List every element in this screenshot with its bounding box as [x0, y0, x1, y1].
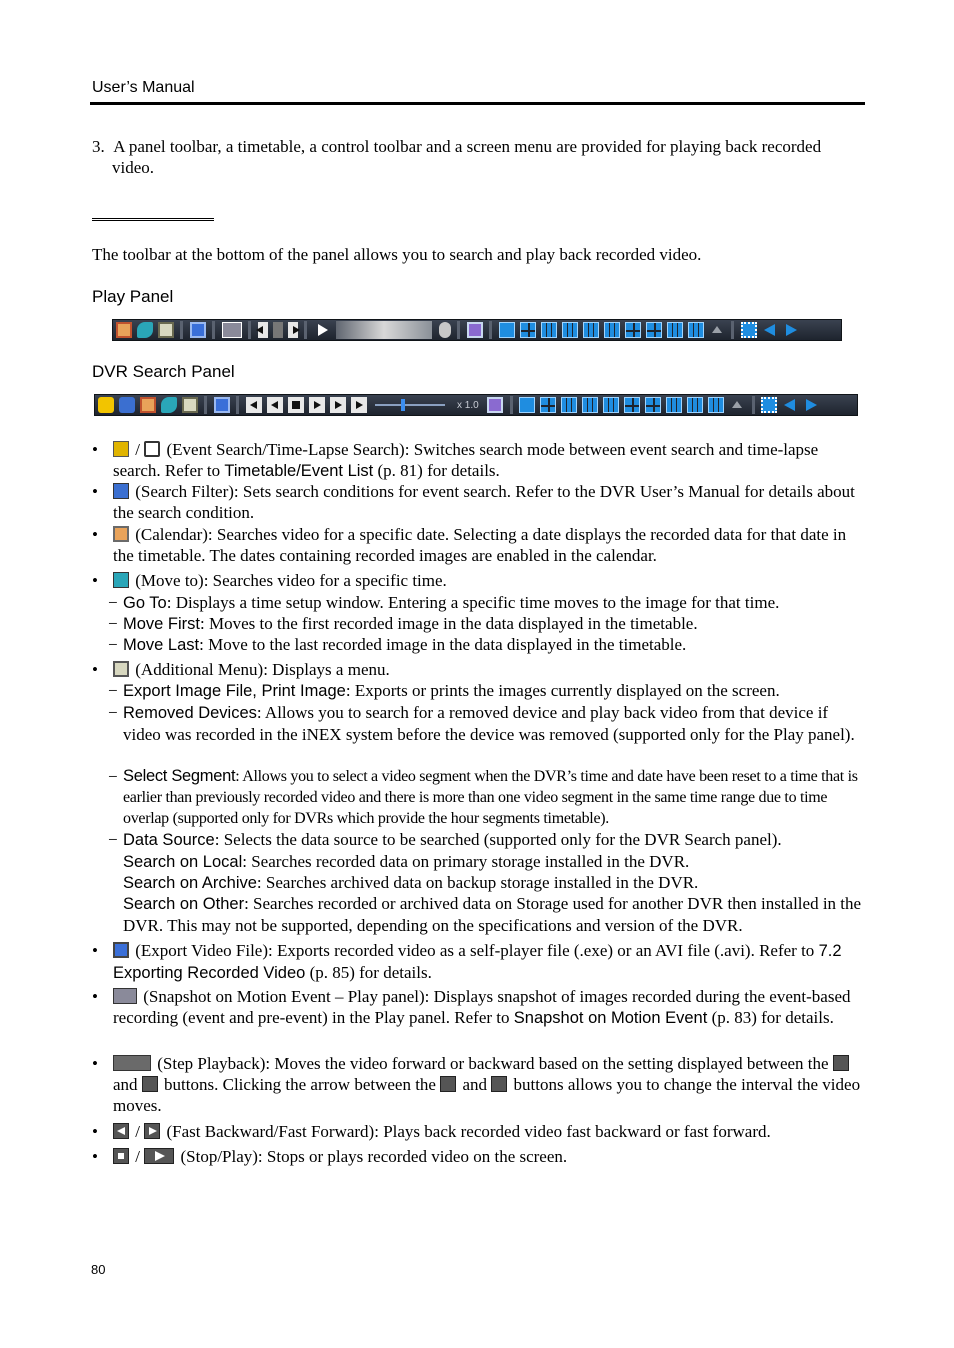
move-to-icon [113, 572, 129, 588]
event-search-icon[interactable] [98, 397, 114, 413]
dash-mark: − [108, 681, 118, 700]
step-backward-icon [440, 1076, 456, 1092]
lock-icon[interactable] [439, 322, 451, 338]
toolbar-separator [489, 321, 492, 339]
item-text: (Move to): Searches video for a specific time. [131, 571, 447, 590]
intro-paragraph: The toolbar at the bottom of the panel allows you to search and play back recorded video. [92, 245, 702, 264]
item-text: (Fast Backward/Fast Forward): Plays back recorded video fast backward or fast forward. [162, 1122, 771, 1141]
page-number: 80 [91, 1262, 106, 1277]
item-text: (p. 85) for details. [305, 963, 432, 982]
calendar-icon[interactable] [116, 322, 132, 338]
item-text: and [458, 1075, 492, 1094]
calendar-icon [113, 526, 129, 542]
bullet-mark: • [92, 987, 98, 1006]
toolbar-separator [212, 321, 215, 339]
dvr-search-panel-toolbar [94, 394, 858, 416]
item-text: : Searches archived data on backup storage installed in the DVR. [256, 873, 699, 892]
additional-menu-icon[interactable] [182, 397, 198, 413]
item-text: (Step Playback): Moves the video forward or backward based on the setting displayed between the [153, 1054, 833, 1073]
dash-mark: − [108, 767, 118, 786]
term: Search on Archive [123, 874, 257, 892]
item-text: buttons allows you to change the interval the video moves. [113, 1075, 861, 1115]
fast-backward-icon[interactable] [246, 397, 262, 413]
fast-forward-icon [144, 1123, 160, 1139]
cross-reference: 7.2 Exporting Recorded Video [113, 942, 842, 982]
snapshot-icon [113, 988, 137, 1004]
previous-group-icon[interactable] [762, 322, 778, 338]
dvr-search-panel-heading: DVR Search Panel [92, 362, 235, 381]
item-text: : Moves to the first recorded image in the data displayed in the timetable. [200, 614, 698, 633]
speed-slider[interactable] [375, 404, 445, 406]
search-filter-icon[interactable] [119, 397, 135, 413]
layout-4-icon[interactable] [540, 397, 556, 413]
bullet-mark: • [92, 440, 98, 459]
term: Search on Other [123, 895, 245, 913]
bullet-mark: • [92, 525, 98, 544]
time-lapse-icon [144, 441, 160, 457]
item-text: (Export Video File): Exports recorded video as a self-player file (.exe) or an AVI file (.avi). Refer to [131, 941, 819, 960]
export-video-icon [113, 942, 129, 958]
fast-backward-icon [113, 1123, 129, 1139]
move-to-icon[interactable] [161, 397, 177, 413]
toolbar-separator [457, 321, 460, 339]
dash-mark: − [108, 830, 118, 849]
item-text: : Searches recorded data on primary storage installed in the DVR. [242, 852, 690, 871]
playback-slider[interactable] [336, 321, 432, 339]
item-text: and [113, 1075, 142, 1094]
item-text: (Snapshot on Motion Event – Play panel): Displays snapshot of images recorded during the event-based recording (event and pre-event) in the Play panel. Refer to [113, 987, 851, 1027]
dash-mark: − [108, 635, 118, 654]
item-text: : Displays a time setup window. Entering a specific time moves to the image for that time. [166, 593, 780, 612]
item-text: buttons. Clicking the arrow between the [159, 1075, 441, 1094]
step-backward-icon[interactable] [258, 322, 268, 338]
stop-icon[interactable] [288, 397, 304, 413]
step-backward-icon [833, 1055, 849, 1071]
term: Search on Local [123, 853, 243, 871]
separator-text: / [131, 440, 145, 459]
speed-label: x 1.0 [457, 399, 479, 411]
fullscreen-icon[interactable] [761, 397, 777, 413]
toolbar-separator [752, 396, 755, 414]
toolbar-separator [510, 396, 513, 414]
term: Move First [123, 615, 201, 633]
play-icon[interactable] [314, 322, 330, 338]
layout-25-icon[interactable] [687, 397, 703, 413]
play-icon [144, 1148, 174, 1164]
snapshot-icon[interactable] [222, 322, 242, 338]
toolbar-separator [304, 321, 307, 339]
item-text: (Additional Menu): Displays a menu. [131, 660, 390, 679]
additional-menu-icon [113, 661, 129, 677]
next-group-icon[interactable] [803, 397, 819, 413]
next-group-icon[interactable] [783, 322, 799, 338]
separator-text: / [131, 1122, 145, 1141]
item-text: : Move to the last recorded image in the data displayed in the timetable. [199, 635, 687, 654]
bullet-mark: • [92, 1122, 98, 1141]
calendar-icon[interactable] [140, 397, 156, 413]
item-text: (Stop/Play): Stops or plays recorded video on the screen. [176, 1147, 568, 1166]
term: Go To [123, 594, 167, 612]
play-panel-heading: Play Panel [92, 287, 174, 306]
export-video-icon[interactable] [190, 322, 206, 338]
item-text: : Exports or prints the images currently displayed on the screen. [345, 681, 780, 700]
item-text: : Searches recorded or archived data on Storage used for another DVR then installed in the DVR. This may not be supported, depending on the specifications and version of the DVR. [123, 894, 862, 935]
toolbar-separator [204, 396, 207, 414]
previous-group-icon[interactable] [782, 397, 798, 413]
layout-36-icon[interactable] [688, 322, 704, 338]
term: Removed Devices [123, 704, 257, 722]
more-layouts-icon[interactable] [709, 322, 725, 338]
cross-reference: Snapshot on Motion Event [513, 1009, 708, 1027]
layout-10-icon[interactable] [624, 397, 640, 413]
item-text: (p. 81) for details. [373, 461, 500, 480]
export-video-icon[interactable] [214, 397, 230, 413]
bullet-mark: • [92, 941, 98, 960]
header-rule [90, 102, 865, 105]
fullscreen-icon[interactable] [741, 322, 757, 338]
bullet-mark: • [92, 660, 98, 679]
item-text: (p. 83) for details. [707, 1008, 834, 1027]
data-source-option [123, 851, 864, 873]
item-text: : Selects the data source to be searched (supported only for the DVR Search panel). [214, 830, 782, 849]
fast-forward-icon[interactable] [351, 397, 367, 413]
term: Select Segment [123, 767, 236, 785]
dash-mark: − [108, 703, 118, 722]
layout-13-icon[interactable] [625, 322, 641, 338]
search-filter-icon [113, 483, 129, 499]
move-to-icon[interactable] [137, 322, 153, 338]
running-header: User’s Manual [92, 79, 195, 96]
layout-4-icon[interactable] [520, 322, 536, 338]
bullet-mark: • [92, 482, 98, 501]
data-source-option [123, 893, 864, 936]
cross-reference: Timetable/Event List [224, 462, 374, 480]
dash-mark: − [108, 614, 118, 633]
step-interval-icon[interactable] [273, 322, 283, 338]
step-3-text: 3. A panel toolbar, a timetable, a control toolbar and a screen menu are provided for playing back recorded video. [92, 137, 822, 177]
item-text: : Allows you to search for a removed device and play back video from that device if video was recorded in the iNEX system before the device was removed (supported only for the Play panel). [123, 703, 855, 744]
layout-16-icon[interactable] [646, 322, 662, 338]
step-backward-icon[interactable] [267, 397, 283, 413]
dash-mark: − [108, 593, 118, 612]
toolbar-separator [731, 321, 734, 339]
term: Export Image File, Print Image [123, 682, 346, 700]
item-text: : Allows you to select a video segment when the DVR’s time and date have been reset to a time that is earlier than previously recorded video and there is more than one video segment in the same time range due to time overlap (supported only for DVRs which provide the hour segments timetable). [123, 768, 858, 827]
layout-36-icon[interactable] [708, 397, 724, 413]
separator-text: / [131, 1147, 145, 1166]
layout-9-icon[interactable] [583, 322, 599, 338]
toolbar-separator [180, 321, 183, 339]
event-search-icon [113, 441, 129, 457]
layout-25-icon[interactable] [667, 322, 683, 338]
layout-13-icon[interactable] [645, 397, 661, 413]
layout-6-icon[interactable] [541, 322, 557, 338]
bullet-mark: • [92, 571, 98, 590]
toolbar-separator [236, 396, 239, 414]
device-icon[interactable] [467, 322, 483, 338]
stop-icon [113, 1148, 129, 1164]
step-playback-icon [113, 1055, 151, 1071]
toolbar-separator [248, 321, 251, 339]
layout-1-icon[interactable] [519, 397, 535, 413]
play-panel-toolbar [112, 319, 842, 341]
item-text: (Calendar): Searches video for a specific date. Selecting a date displays the recorded data for that date in the timetable. The dates containing recorded images are enabled in the calendar. [113, 525, 847, 565]
bullet-mark: • [92, 1147, 98, 1166]
layout-6-icon[interactable] [561, 397, 577, 413]
layout-16-icon[interactable] [666, 397, 682, 413]
term: Data Source [123, 831, 215, 849]
step-forward-icon [491, 1076, 507, 1092]
layout-1-icon[interactable] [499, 322, 515, 338]
term: Move Last [123, 636, 200, 654]
additional-menu-icon[interactable] [158, 322, 174, 338]
more-layouts-icon[interactable] [729, 397, 745, 413]
layout-8-icon[interactable] [562, 322, 578, 338]
section-rule [92, 218, 214, 221]
layout-8-icon[interactable] [582, 397, 598, 413]
item-text: (Event Search/Time-Lapse Search): Switches search mode between event search and time-lapse search. Refer to [113, 440, 819, 480]
step-forward-icon [142, 1076, 158, 1092]
layout-9-icon[interactable] [603, 397, 619, 413]
layout-10-icon[interactable] [604, 322, 620, 338]
bullet-mark: • [92, 1054, 98, 1073]
device-icon[interactable] [487, 397, 503, 413]
item-text: (Search Filter): Sets search conditions for event search. Refer to the DVR User’s Manual for details about the search condition. [113, 482, 855, 522]
data-source-option [123, 872, 864, 894]
play-icon[interactable] [309, 397, 325, 413]
step-forward-icon[interactable] [288, 322, 298, 338]
step-forward-icon[interactable] [330, 397, 346, 413]
